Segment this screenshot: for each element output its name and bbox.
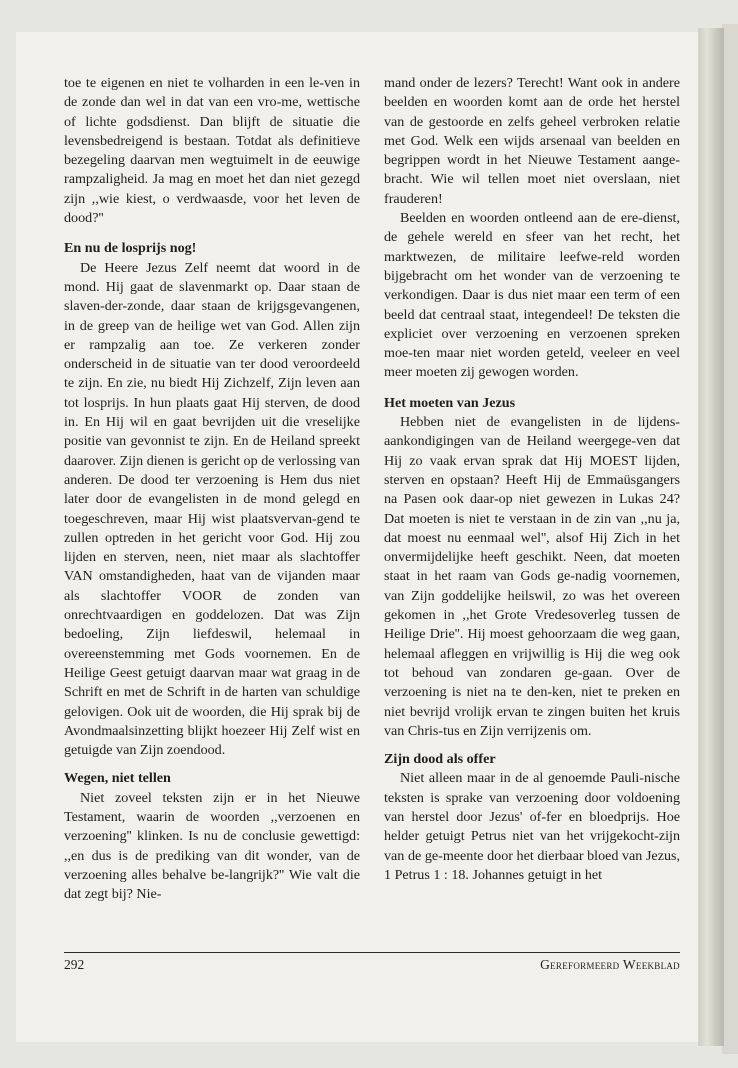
left-column — [64, 74, 360, 904]
book-spine — [698, 28, 724, 1046]
running-head: Gereformeerd Weekblad — [540, 957, 680, 972]
heading-losprijs: En nu de losprijs nog! — [64, 240, 197, 257]
paragraph-continued: mand onder de lezers? Terecht! Want ook in andere beelden en woorden komt aan de orde het herstel van de gestoorde en zelfs geheel verbroken relatie met God. Welk een wijds arsenaal van beelden en begrippen wordt in het Nieuwe Testament aange-bracht. Wie wil tellen moet niet overslaan, niet frauderen! — [384, 75, 680, 207]
footer-rule — [64, 952, 680, 953]
paragraph-losprijs: De Heere Jezus Zelf neemt dat woord in de mond. Hij gaat de slavenmarkt op. Daar staan de slaven-der-zonde, daar staan de krijgsgevangenen, in de greep van de heilige wet van God. Allen zijn er rampzalig aan toe. Ze verkeren zonder onderscheid in de situatie van ter dood veroordeeld te zijn. En zie, nu biedt Hij Zichzelf, Zijn leven aan tot losprijs. In hun plaats gaat Hij sterven, de dood in. En Hij wil en gaat bevrijden uit die vreselijke positie van gevonnist te zijn. En de Heiland spreekt daarover. Zijn dienen is gericht op de verlossing van anderen. De dood ter verzoening is Hem dus niet later door de evangelisten in de mond gelegd en toegeschreven, maar Hij wist plaatsvervan-gend te zullen optreden in het gericht voor God. Hij zou lijden en sterven, neen, niet maar als slachtoffer VAN omstandigheden, haat van de vijanden maar als slachtoffer VOOR de zonden van onrechtvaardigen en goddelozen. Dat was Zijn bedoeling, Zijn liefdeswil, helemaal in overeenstemming met Gods voornemen. En de Heilige Geest getuigt daarvan maar wat graag in de Schrift en met de Schrift in de harten van schuldige gelovigen. Ook uit de woorden, die Hij sprak bij de Avondmaalsinzetting blijkt hoezeer Hij Zelf wist en getuigde van Zijn zoendood. — [64, 259, 360, 759]
page-edge — [722, 24, 738, 1054]
heading-moeten: Het moeten van Jezus — [384, 394, 516, 411]
right-column — [384, 74, 680, 885]
paragraph-moeten: Hebben niet de evangelisten in de lijdens-aankondigingen van de Heiland weergege-ven dat Hij zo vaak ervan sprak dat Hij MOEST lijden, sterven en opstaan? Heeft Hij de Emmaüsgangers na Pasen ook daar-op niet gewezen in Lukas 24? Dat moeten is niet te verstaan in de zin van ,,nu ja, dat moest nu eenmaal wel'', alsof Hij Zich in het onvermijdelijke heeft geschikt. Neen, dat moeten staat in het raam van Gods ge-nadig voornemen, van Zijn goddelijke heilswil, zo was het overeen gekomen in ,,het Grote Vredesoverleg tussen de Heilige Drie''. Hij moest gehoorzaam die weg gaan, helemaal afleggen en vrijwillig is Hij die weg ook tot behoud van zondaren ge-gaan. Over de verzoening is niet na te den-ken, niet te preken en niet bevrijd vrolijk ervan te zingen buiten het kruis van Chris-tus en Zijn verrijzenis om. — [384, 414, 680, 739]
paragraph-intro: toe te eigenen en niet te volharden in een le-ven in de zonde dan wel in dat van een vro-me, wettische of lichte godsdienst. Dan blijft de situatie die levensbedreigend is bestaan. Totdat als definitieve bezegeling daarvan men wegtuimelt in de eeuwige rampzaligheid. Ja mag en moet het dan niet gezegd zijn ,,wie kiest, o verdwaasde, voor het leven de dood?'' — [64, 75, 360, 227]
paragraph-offer: Niet alleen maar in de al genoemde Pauli-nische teksten is sprake van verzoening door voldoening van herstel door Jezus' of-fer en bloedprijs. Hoe helder getuigt Petrus niet van het vrijgekocht-zijn van de ge-meente door het dierbaar bloed van Jezus, 1 Petrus 1 : 18. Johannes getuigt in het — [384, 770, 680, 883]
heading-wegen: Wegen, niet tellen — [64, 770, 171, 787]
page-number: 292 — [64, 957, 85, 972]
heading-offer: Zijn dood als offer — [384, 751, 496, 768]
paragraph-wegen: Niet zoveel teksten zijn er in het Nieuwe Testament, waarin de woorden ,,verzoenen en verzoening'' klinken. Is nu de conclusie gewettigd: ,,en dus is de prediking van dit wonder, van de verzoening alles behalve be-langrijk?'' Wie valt die dat zegt bij? Nie- — [64, 789, 360, 903]
paragraph-beelden: Beelden en woorden ontleend aan de ere-dienst, de gehele wereld en sfeer van het recht, het marktwezen, de militaire leefwe-reld worden bijgebracht om het wonder van de verzoening te verkondigen. Daar is dus niet maar een term of een beeld dat centraal staat, integendeel! De teksten die expliciet over verzoening en verzoenen spreken moe-ten maar niet worden geteld, veeleer en veel meer moeten zij gewogen worden. — [384, 210, 680, 381]
